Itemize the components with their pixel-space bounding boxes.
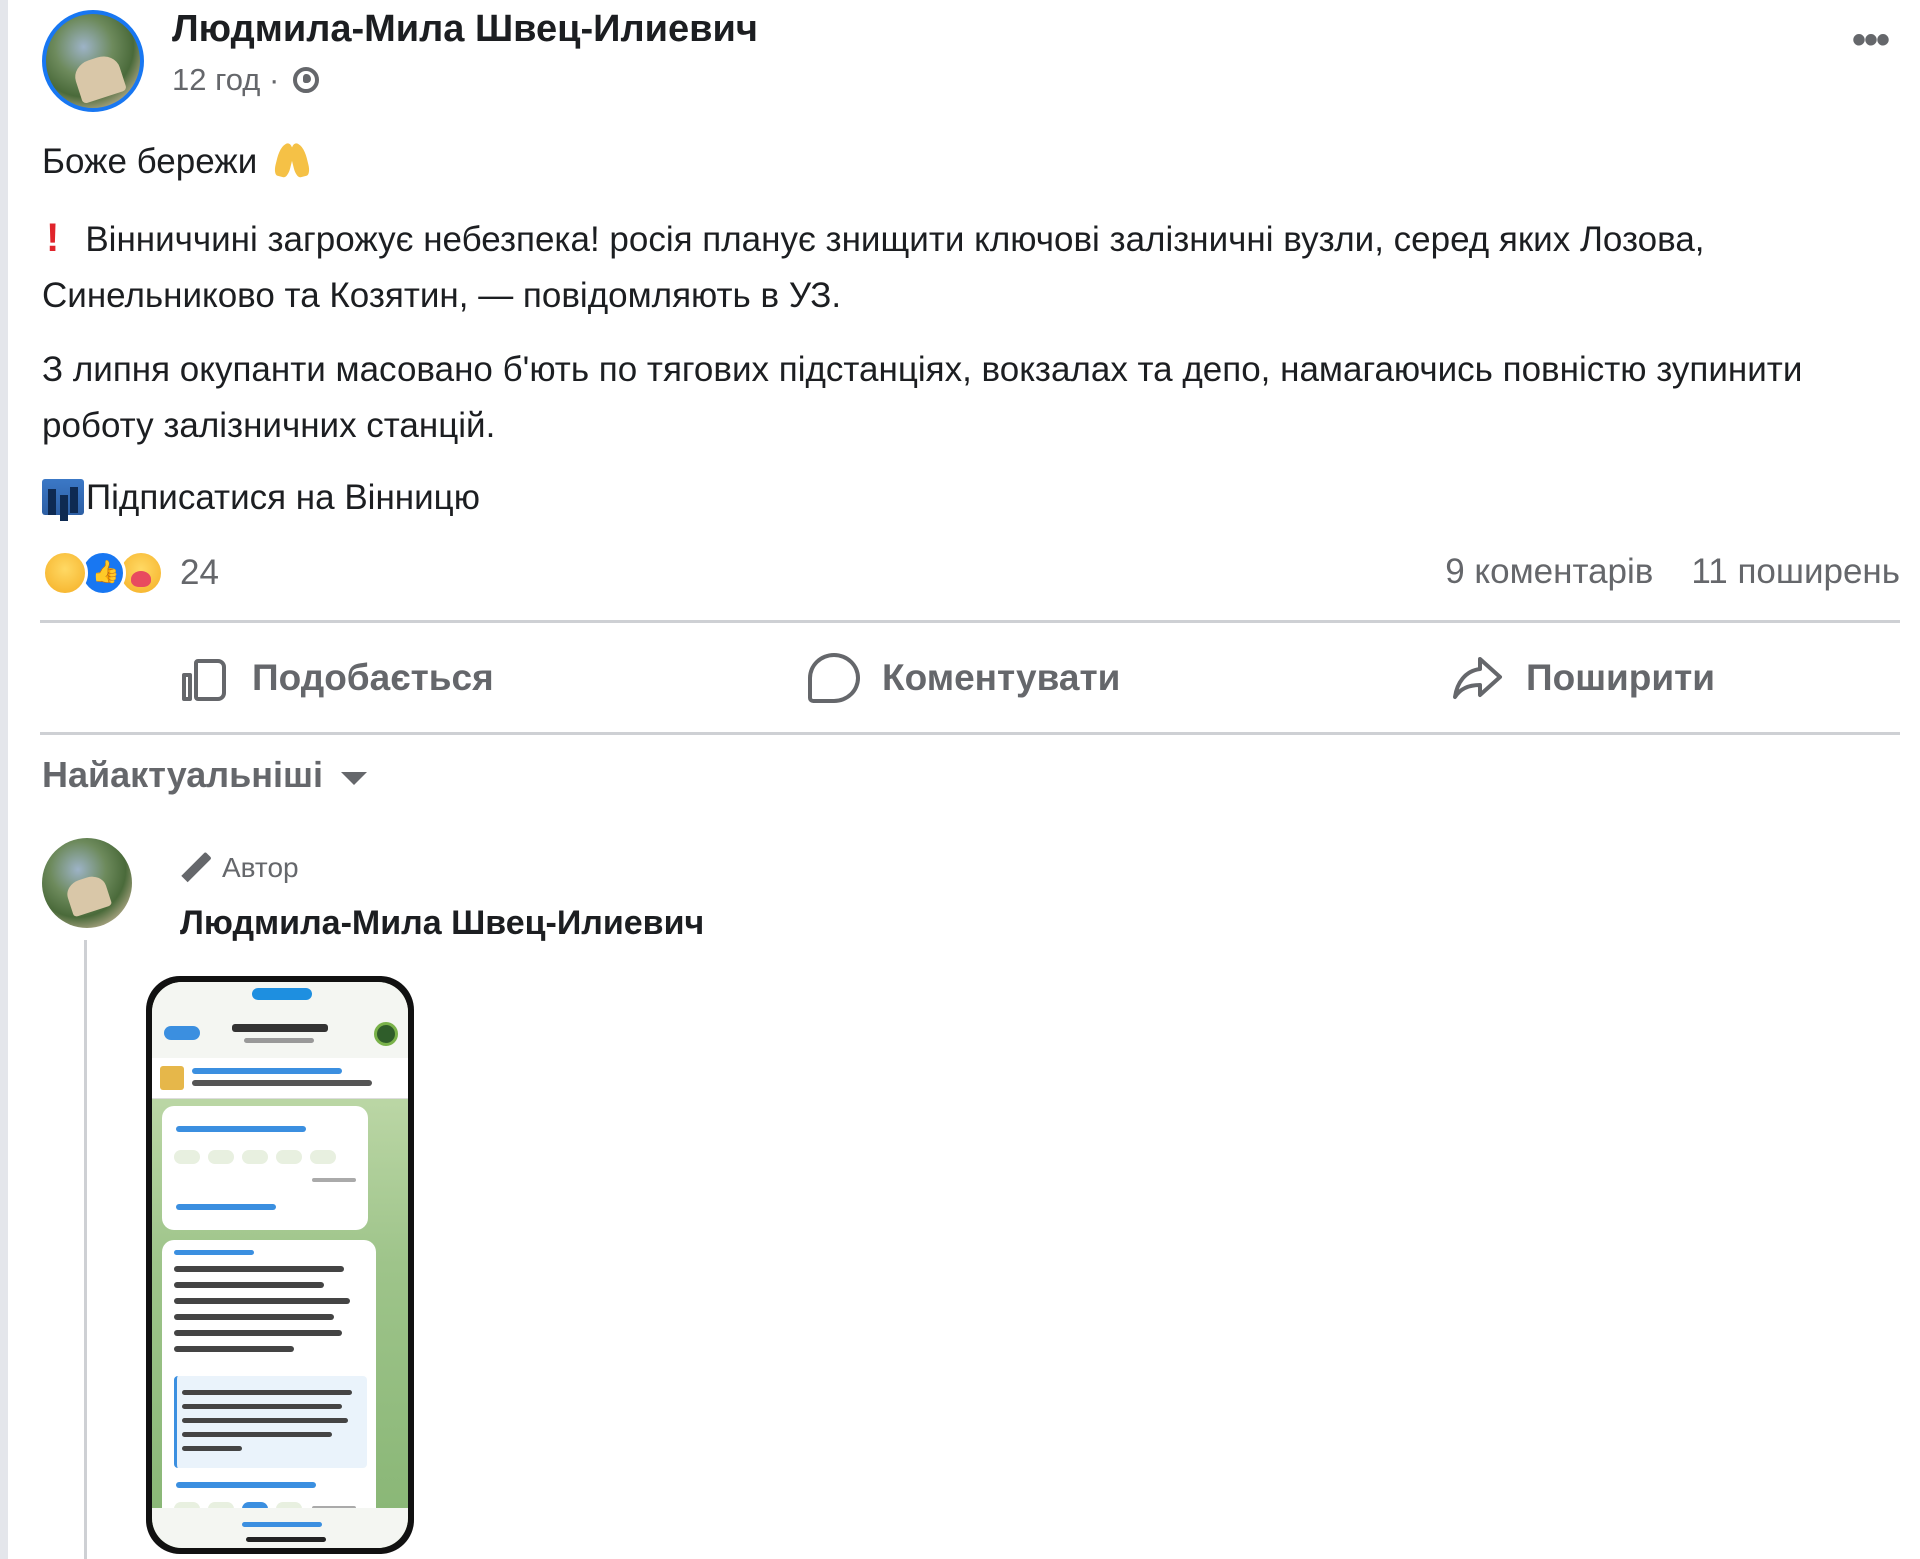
post-text-1: Боже бережи — [42, 142, 258, 181]
comment-sort-dropdown[interactable] — [42, 754, 367, 796]
thread-line — [84, 940, 87, 1559]
globe-icon — [293, 67, 319, 93]
facebook-post — [40, 0, 1900, 1559]
left-rail — [0, 0, 8, 1559]
author-avatar[interactable] — [42, 10, 144, 112]
divider — [40, 732, 1900, 735]
comment-button-label: Коментувати — [882, 657, 1121, 698]
comment-image-attachment[interactable] — [146, 976, 414, 1554]
praying-hands-icon — [275, 143, 309, 177]
post-stats — [1445, 552, 1900, 592]
thumbs-up-icon — [180, 653, 230, 703]
cityscape-icon — [42, 479, 84, 515]
sad-reaction-icon — [42, 550, 88, 596]
exclamation-icon: ! — [46, 216, 60, 260]
divider — [40, 620, 1900, 623]
comment-button[interactable] — [808, 648, 1120, 708]
post-timestamp[interactable]: 12 год · — [172, 62, 280, 97]
shares-count-link[interactable]: 11 поширень — [1691, 552, 1900, 591]
author-badge-label: Автор — [222, 852, 299, 883]
post-meta — [172, 62, 319, 98]
pencil-icon — [180, 852, 212, 884]
post-text-3: З липня окупанти масовано б'ють по тягових підстанціях, вокзалах та депо, намагаючись повністю зупинити роботу залізничних станцій. — [42, 350, 1803, 445]
comments-count-link[interactable]: 9 коментарів — [1445, 552, 1654, 591]
sort-label: Найактуальніші — [42, 754, 324, 795]
author-badge — [180, 852, 299, 884]
share-button-label: Поширити — [1526, 657, 1715, 698]
like-button-label: Подобається — [252, 657, 494, 698]
post-text-line-4 — [42, 470, 1882, 526]
comment-bubble-icon — [808, 653, 860, 703]
post-text-line-2 — [42, 210, 1882, 324]
share-button[interactable] — [1452, 648, 1715, 708]
like-button[interactable] — [180, 648, 494, 708]
post-text-4: Підписатися на Вінницю — [86, 478, 480, 517]
reaction-summary[interactable] — [42, 546, 219, 600]
post-text-line-1 — [42, 134, 1882, 190]
caret-down-icon — [341, 772, 367, 785]
post-text-2: Вінниччині загрожує небезпека! росія планує знищити ключові залізничні вузли, серед яких Лозова, Синельниково та Козятин, — повідомляють в УЗ. — [42, 220, 1705, 315]
post-author-name[interactable]: Людмила-Мила Швец-Илиевич — [172, 8, 758, 50]
phone-screenshot — [152, 982, 408, 1548]
comment-author-name[interactable]: Людмила-Мила Швец-Илиевич — [180, 904, 705, 942]
more-options-icon[interactable]: ••• — [1851, 18, 1888, 62]
comment-avatar[interactable] — [42, 838, 132, 928]
share-arrow-icon — [1452, 655, 1504, 701]
reaction-count: 24 — [180, 553, 219, 592]
